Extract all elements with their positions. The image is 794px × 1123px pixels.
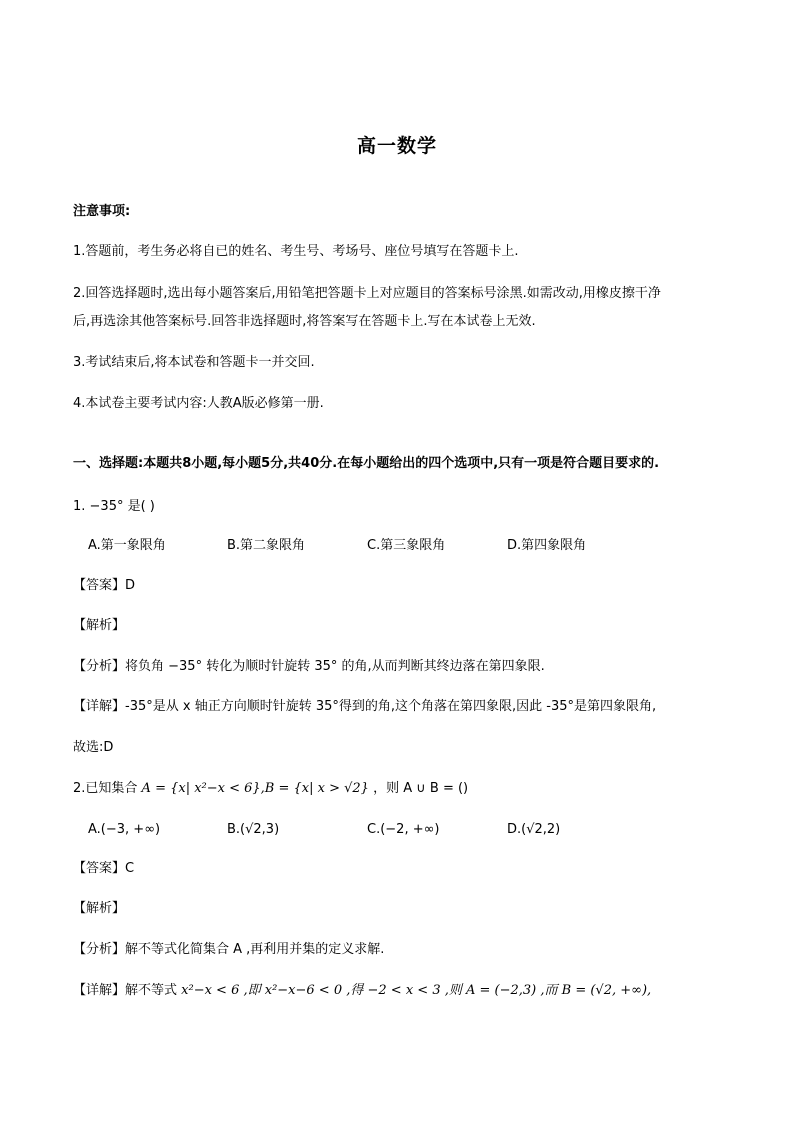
page-title: 高一数学 bbox=[356, 135, 437, 157]
question-2-options bbox=[0, 821, 794, 839]
section-heading: 一、选择题:本题共8小题,每小题5分,共40分.在每小题给出的四个选项中,只有一项是符合题目要求的. bbox=[73, 456, 660, 471]
question-2-stem-suffix: ，则 A ∪ B = () bbox=[373, 781, 469, 796]
notice-item-3: 3.考试结束后,将本试卷和答题卡一并交回. bbox=[73, 355, 315, 370]
question-1-xiangjie: 【详解】-35°是从 x 轴正方向顺时针旋转 35°得到的角,这个角落在第四象限,因此 -35°是第四象限角, bbox=[73, 699, 657, 714]
question-2-answer: 【答案】C bbox=[73, 861, 135, 876]
option-c: C.(−2, +∞) bbox=[367, 822, 440, 837]
option-a: A.第一象限角 bbox=[88, 538, 166, 553]
question-1-fenxi: 【分析】将负角 −35° 转化为顺时针旋转 35° 的角,从而判断其终边落在第四象限. bbox=[73, 659, 545, 674]
option-c: C.第三象限角 bbox=[367, 538, 446, 553]
question-1-answer: 【答案】D bbox=[73, 578, 136, 593]
question-2-sets: A = {x| x²−x < 6},B = {x| x > √2} bbox=[141, 781, 369, 796]
option-d: D.(√2,2) bbox=[507, 822, 561, 837]
question-2-xiangjie-math: x²−x < 6 ,即 x²−x−6 < 0 ,得 −2 < x < 3 ,则 A = (−2,3) ,而 B = (√2, +∞), bbox=[181, 983, 652, 998]
option-b: B.(√2,3) bbox=[227, 822, 280, 837]
question-1-analysis-label: 【解析】 bbox=[73, 618, 126, 633]
option-b: B.第二象限角 bbox=[227, 538, 306, 553]
question-2-xiangjie-label: 【详解】解不等式 bbox=[73, 983, 178, 998]
question-2-stem bbox=[73, 780, 468, 798]
question-2-analysis-label: 【解析】 bbox=[73, 901, 126, 916]
question-2-stem-prefix: 2.已知集合 bbox=[73, 781, 138, 796]
notice-item-2-cont: 后,再选涂其他答案标号.回答非选择题时,将答案写在答题卡上.写在本试卷上无效. bbox=[73, 314, 536, 329]
notice-item-2: 2.回答选择题时,选出每小题答案后,用铅笔把答题卡上对应题目的答案标号涂黑.如需改动,用橡皮擦干净 bbox=[73, 286, 661, 301]
option-a: A.(−3, +∞) bbox=[88, 822, 161, 837]
question-1-stem: 1. −35° 是( ) bbox=[73, 499, 155, 514]
notice-item-4: 4.本试卷主要考试内容:人教A版必修第一册. bbox=[73, 396, 324, 411]
question-1-conclusion: 故选:D bbox=[73, 740, 114, 755]
question-2-fenxi: 【分析】解不等式化简集合 A ,再利用并集的定义求解. bbox=[73, 942, 385, 957]
question-1-options bbox=[0, 537, 794, 555]
option-d: D.第四象限角 bbox=[507, 538, 587, 553]
notice-item-1: 1.答题前，考生务必将自已的姓名、考生号、考场号、座位号填写在答题卡上. bbox=[73, 244, 519, 259]
question-2-xiangjie bbox=[73, 982, 651, 1000]
notice-heading: 注意事项: bbox=[73, 204, 131, 219]
